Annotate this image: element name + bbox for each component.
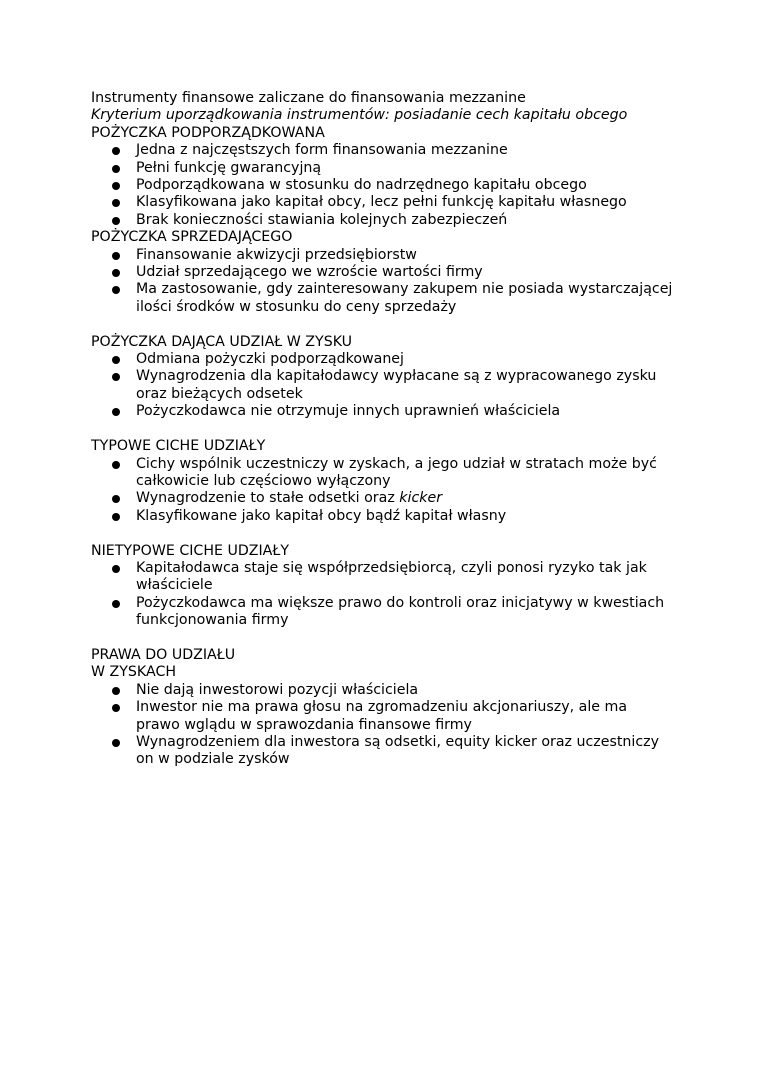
list-item [91, 212, 691, 229]
bullet-list [91, 142, 691, 229]
document-body [91, 90, 691, 769]
bullet-icon [112, 513, 120, 521]
list-item-text: Pełni funkcję gwarancyjną [136, 159, 322, 176]
list-item-text: Kapitałodawca staje się współprzedsiębiorcą, czyli ponosi ryzyko tak jak [136, 559, 647, 576]
list-item [91, 281, 691, 316]
criterion-subtitle: Kryterium uporządkowania instrumentów: posiadanie cech kapitału obcego [91, 107, 628, 124]
list-item [91, 403, 691, 420]
list-item [91, 264, 691, 281]
spacer [91, 630, 691, 647]
list-item-text: Udział sprzedającego we wzroście wartości firmy [136, 264, 483, 281]
bullet-icon [112, 565, 120, 573]
list-item [91, 490, 691, 507]
list-item-text: Wynagrodzeniem dla inwestora są odsetki, equity kicker oraz uczestniczy [136, 733, 660, 750]
list-item-text-continued: właściciele [136, 577, 213, 594]
list-item-text: Brak konieczności stawiania kolejnych zabezpieczeń [136, 211, 508, 228]
bullet-icon [112, 356, 120, 364]
spacer [91, 525, 691, 542]
list-item [91, 351, 691, 368]
list-item-text-continued: oraz bieżących odsetek [136, 385, 303, 402]
section-heading: POŻYCZKA DAJĄCA UDZIAŁ W ZYSKU [91, 333, 353, 350]
list-item-text: Cichy wspólnik uczestniczy w zyskach, a jego udział w stratach może być [136, 455, 657, 472]
list-item-text: Nie dają inwestorowi pozycji właściciela [136, 681, 419, 698]
bullet-list [91, 351, 691, 421]
list-item [91, 560, 691, 595]
bullet-icon [112, 704, 120, 712]
list-item-text: Jedna z najczęstszych form finansowania mezzanine [136, 142, 508, 159]
bullet-icon [112, 147, 120, 155]
section-heading: TYPOWE CICHE UDZIAŁY [91, 438, 266, 455]
list-item-text: Finansowanie akwizycji przedsiębiorstw [136, 246, 417, 263]
list-item-text-continued: całkowicie lub częściowo wyłączony [136, 472, 391, 489]
list-item-text: Ma zastosowanie, gdy zainteresowany zakupem nie posiada wystarczającej [136, 281, 673, 298]
spacer [91, 421, 691, 438]
list-item [91, 142, 691, 159]
list-item [91, 194, 691, 211]
list-item [91, 456, 691, 491]
document-title: Instrumenty finansowe zaliczane do finansowania mezzanine [91, 90, 526, 106]
list-item-text: Pożyczkodawca ma większe prawo do kontroli oraz inicjatywy w kwestiach [136, 594, 665, 611]
list-item [91, 368, 691, 403]
section-heading-continued: W ZYSKACH [91, 664, 177, 681]
bullet-icon [112, 217, 120, 225]
bullet-list [91, 560, 691, 630]
bullet-icon [112, 182, 120, 190]
list-item-text-continued: on w podziale zysków [136, 751, 290, 768]
list-item-text [136, 490, 691, 507]
bullet-icon [112, 252, 120, 260]
list-item-text-part: Wynagrodzenie to stałe odsetki oraz [136, 490, 400, 507]
bullet-icon [112, 269, 120, 277]
bullet-icon [112, 739, 120, 747]
list-item-text: Klasyfikowane jako kapitał obcy bądź kapitał własny [136, 507, 507, 524]
bullet-icon [112, 687, 120, 695]
list-item-text: Odmiana pożyczki podporządkowanej [136, 351, 404, 368]
list-item-text: Pożyczkodawca nie otrzymuje innych uprawnień właściciela [136, 403, 561, 420]
list-item [91, 699, 691, 734]
section-heading: POŻYCZKA SPRZEDAJĄCEGO [91, 229, 293, 246]
list-item-text-continued: funkcjonowania firmy [136, 612, 289, 629]
section-heading: NIETYPOWE CICHE UDZIAŁY [91, 542, 290, 559]
bullet-icon [112, 600, 120, 608]
bullet-list [91, 247, 691, 317]
bullet-icon [112, 373, 120, 381]
list-item-text: Wynagrodzenia dla kapitałodawcy wypłacane są z wypracowanego zysku [136, 368, 657, 385]
list-item-text: Klasyfikowana jako kapitał obcy, lecz pełni funkcję kapitału własnego [136, 194, 627, 211]
bullet-icon [112, 199, 120, 207]
list-item [91, 508, 691, 525]
list-item [91, 734, 691, 769]
section-heading: POŻYCZKA PODPORZĄDKOWANA [91, 124, 325, 141]
section-heading: PRAWA DO UDZIAŁU [91, 646, 236, 663]
list-item-text-continued: prawo wglądu w sprawozdania finansowe firmy [136, 716, 472, 733]
bullet-icon [112, 408, 120, 416]
bullet-list [91, 682, 691, 769]
list-item [91, 682, 691, 699]
list-item [91, 177, 691, 194]
list-item [91, 247, 691, 264]
bullet-icon [112, 461, 120, 469]
bullet-icon [112, 495, 120, 503]
list-item [91, 595, 691, 630]
list-item-text: Inwestor nie ma prawa głosu na zgromadzeniu akcjonariuszy, ale ma [136, 699, 628, 716]
list-item-text-continued: ilości środków w stosunku do ceny sprzedaży [136, 298, 457, 315]
bullet-icon [112, 286, 120, 294]
bullet-icon [112, 165, 120, 173]
list-item-text: Podporządkowana w stosunku do nadrzędnego kapitału obcego [136, 177, 587, 194]
bullet-list [91, 456, 691, 526]
list-item [91, 160, 691, 177]
spacer [91, 316, 691, 333]
kicker-term: kicker [399, 490, 443, 507]
